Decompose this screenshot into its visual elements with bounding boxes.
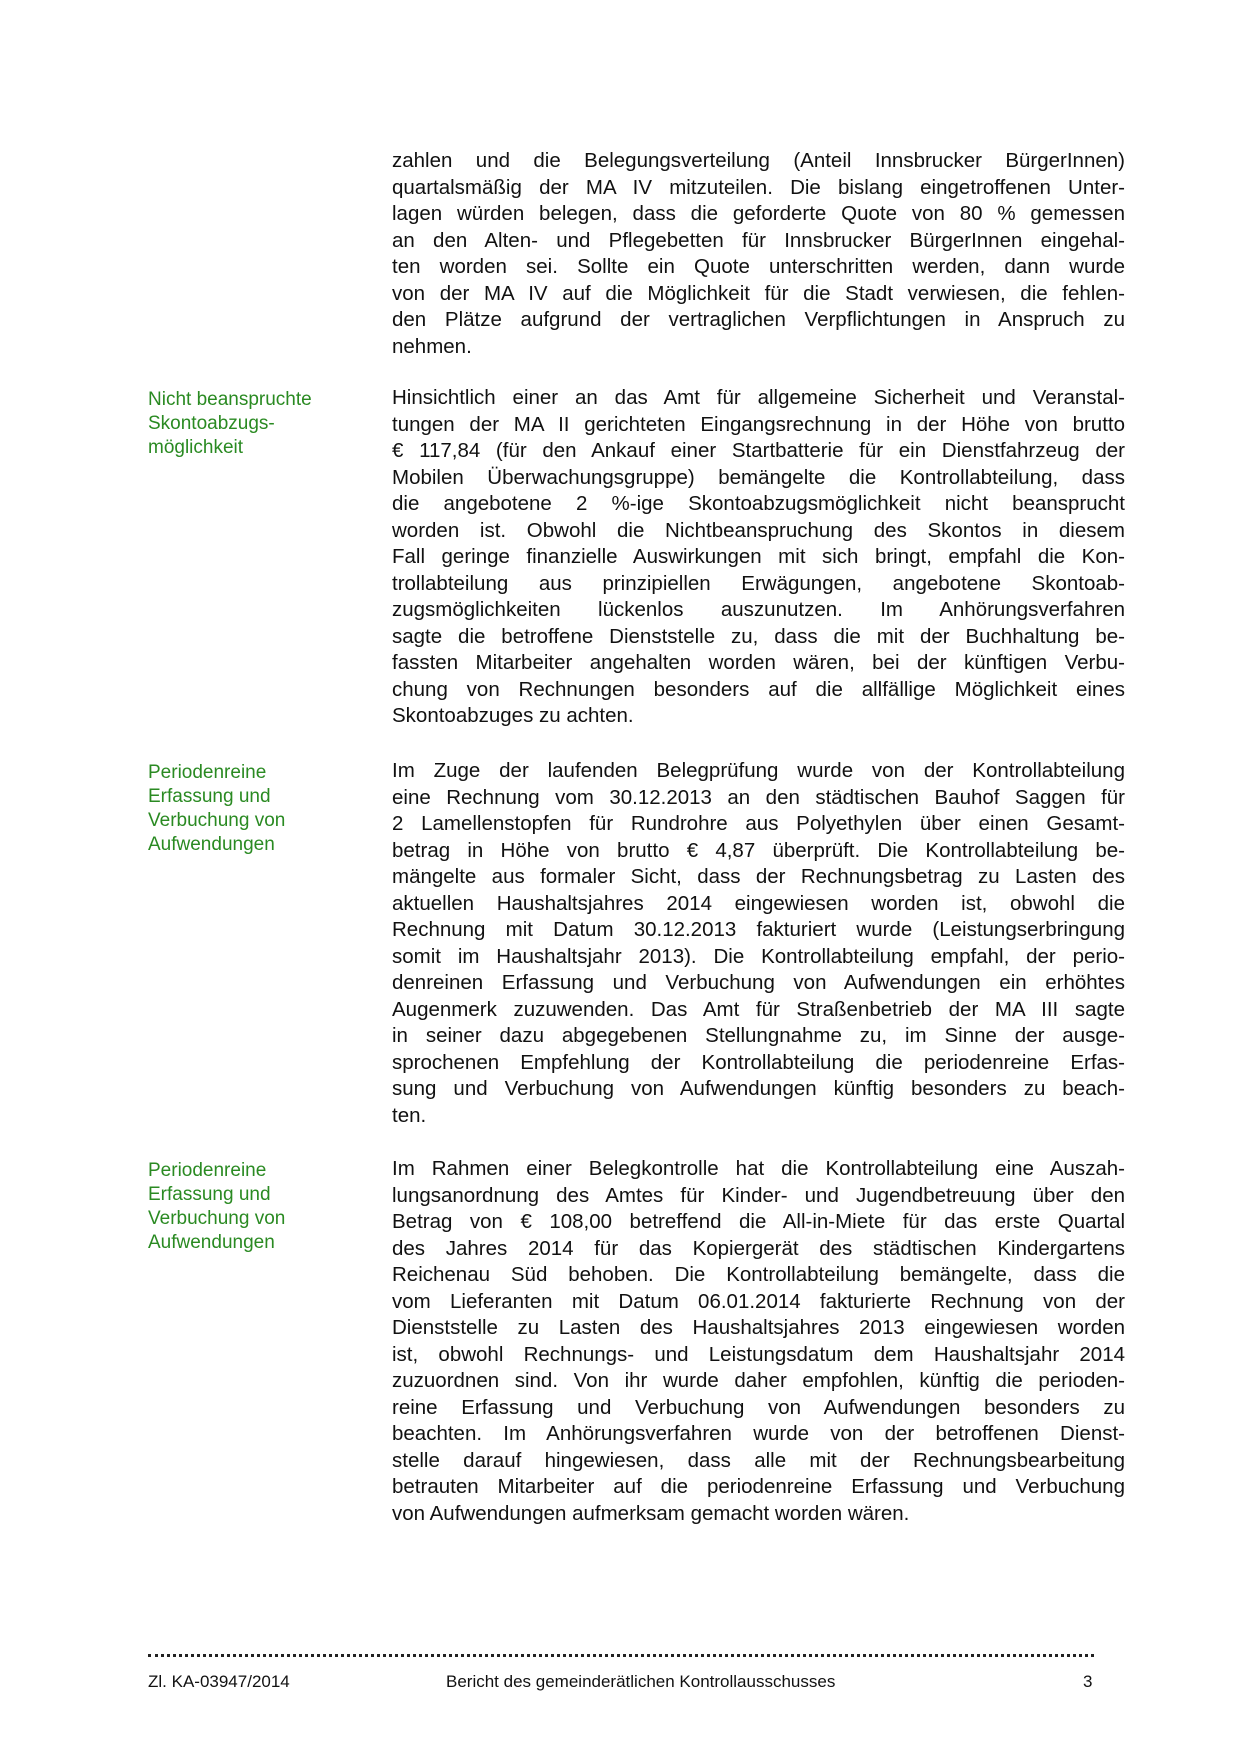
paragraph-line: denreinen Erfassung und Verbuchung von Aufwendungen ein erhöhtes bbox=[392, 971, 1125, 994]
paragraph-line: des Jahres 2014 für das Kopiergerät des städtischen Kindergartens bbox=[392, 1236, 1125, 1260]
margin-label-line: Verbuchung von bbox=[148, 810, 286, 831]
footer-reference: Zl. KA-03947/2014 bbox=[148, 1672, 290, 1691]
paragraph-line: Fall geringe finanzielle Auswirkungen mit sich bringt, empfahl die Kon- bbox=[392, 545, 1125, 568]
margin-label-line: Periodenreine bbox=[148, 762, 267, 783]
paragraph-line: somit im Haushaltsjahr 2013). Die Kontrollabteilung empfahl, der perio- bbox=[392, 944, 1125, 968]
paragraph-line: die angebotene 2 %-ige Skontoabzugsmöglichkeit nicht beansprucht bbox=[392, 492, 1125, 515]
paragraph-line: fassten Mitarbeiter angehalten worden wären, bei der künftigen Verbu- bbox=[392, 651, 1125, 674]
paragraph-line: Hinsichtlich einer an das Amt für allgemeine Sicherheit und Veranstal- bbox=[392, 386, 1125, 409]
paragraph-line: aktuellen Haushaltsjahres 2014 eingewiesen worden ist, obwohl die bbox=[392, 891, 1125, 915]
paragraph-line: nehmen. bbox=[392, 334, 472, 358]
paragraph-line: an den Alten- und Pflegebetten für Innsbrucker BürgerInnen eingehal- bbox=[392, 228, 1125, 252]
margin-label-line: Periodenreine bbox=[148, 1160, 267, 1181]
margin-label-line: Erfassung und bbox=[148, 786, 271, 807]
paragraph-line: Im Rahmen einer Belegkontrolle hat die Kontrollabteilung eine Auszah- bbox=[392, 1157, 1125, 1180]
margin-label-line: Aufwendungen bbox=[148, 1232, 275, 1253]
paragraph-line: ten worden sei. Sollte ein Quote unterschritten werden, dann wurde bbox=[392, 255, 1125, 278]
paragraph bbox=[392, 385, 1125, 730]
paragraph-line: Dienststelle zu Lasten des Haushaltsjahres 2013 eingewiesen worden bbox=[392, 1316, 1125, 1339]
paragraph-line: sagte die betroffene Dienststelle zu, dass die mit der Buchhaltung be- bbox=[392, 624, 1125, 648]
paragraph-line: worden ist. Obwohl die Nichtbeanspruchung des Skontos in diesem bbox=[392, 518, 1125, 542]
paragraph-line: sung und Verbuchung von Aufwendungen künftig besonders zu beach- bbox=[392, 1077, 1125, 1100]
paragraph bbox=[392, 148, 1125, 360]
margin-label-line: Erfassung und bbox=[148, 1184, 271, 1205]
margin-label-line: Nicht beanspruchte bbox=[148, 389, 312, 410]
paragraph-line: mängelte aus formaler Sicht, dass der Rechnungsbetrag zu Lasten des bbox=[392, 865, 1125, 888]
paragraph-line: chung von Rechnungen besonders auf die allfällige Möglichkeit eines bbox=[392, 677, 1125, 701]
paragraph-line: zuzuordnen sind. Von ihr wurde daher empfohlen, künftig die perioden- bbox=[392, 1369, 1125, 1392]
paragraph-line: eine Rechnung vom 30.12.2013 an den städtischen Bauhof Saggen für bbox=[392, 785, 1125, 809]
paragraph-line: trollabteilung aus prinzipiellen Erwägungen, angebotene Skontoab- bbox=[392, 571, 1125, 595]
margin-label-line: Aufwendungen bbox=[148, 834, 275, 855]
paragraph-line: Reichenau Süd behoben. Die Kontrollabteilung bemängelte, dass die bbox=[392, 1263, 1125, 1286]
paragraph-line: ist, obwohl Rechnungs- und Leistungsdatum dem Haushaltsjahr 2014 bbox=[392, 1342, 1125, 1366]
paragraph-line: betrauten Mitarbeiter auf die periodenreine Erfassung und Verbuchung bbox=[392, 1475, 1125, 1498]
paragraph-line: zugsmöglichkeiten lückenlos auszunutzen. Im Anhörungsverfahren bbox=[392, 598, 1125, 621]
paragraph-line: Rechnung mit Datum 30.12.2013 fakturiert wurde (Leistungserbringung bbox=[392, 918, 1125, 941]
paragraph-line: Augenmerk zuzuwenden. Das Amt für Straßenbetrieb der MA III sagte bbox=[392, 997, 1125, 1021]
paragraph-line: betrag in Höhe von brutto € 4,87 überprüft. Die Kontrollabteilung be- bbox=[392, 838, 1125, 862]
margin-label bbox=[148, 1159, 378, 1255]
paragraph-line: Mobilen Überwachungsgruppe) bemängelte die Kontrollabteilung, dass bbox=[392, 465, 1125, 489]
paragraph-line: tungen der MA II gerichteten Eingangsrechnung in der Höhe von brutto bbox=[392, 412, 1125, 436]
paragraph-line: € 117,84 (für den Ankauf einer Startbatterie für ein Dienstfahrzeug der bbox=[392, 439, 1125, 462]
margin-label-line: Skontoabzugs- bbox=[148, 413, 275, 434]
footer-title: Bericht des gemeinderätlichen Kontrollausschusses bbox=[446, 1672, 836, 1691]
margin-label bbox=[148, 761, 378, 857]
paragraph-line: sprochenen Empfehlung der Kontrollabteilung die periodenreine Erfas- bbox=[392, 1050, 1125, 1074]
paragraph bbox=[392, 758, 1125, 1129]
paragraph-line: Skontoabzuges zu achten. bbox=[392, 704, 634, 727]
paragraph bbox=[392, 1156, 1125, 1527]
paragraph-line: ten. bbox=[392, 1103, 427, 1127]
margin-label bbox=[148, 388, 378, 460]
paragraph-line: vom Lieferanten mit Datum 06.01.2014 fakturierte Rechnung von der bbox=[392, 1289, 1125, 1313]
paragraph-line: von Aufwendungen aufmerksam gemacht worden wären. bbox=[392, 1501, 910, 1525]
paragraph-line: quartalsmäßig der MA IV mitzuteilen. Die bislang eingetroffenen Unter- bbox=[392, 175, 1125, 199]
footer-divider bbox=[148, 1650, 1094, 1657]
page-number: 3 bbox=[1083, 1672, 1093, 1691]
paragraph-line: Betrag von € 108,00 betreffend die All-in-Miete für das erste Quartal bbox=[392, 1210, 1125, 1233]
paragraph-line: in seiner dazu abgegebenen Stellungnahme zu, im Sinne der ausge- bbox=[392, 1024, 1125, 1047]
paragraph-line: reine Erfassung und Verbuchung von Aufwendungen besonders zu bbox=[392, 1395, 1125, 1419]
margin-label-line: Verbuchung von bbox=[148, 1208, 286, 1229]
paragraph-line: Im Zuge der laufenden Belegprüfung wurde von der Kontrollabteilung bbox=[392, 759, 1125, 782]
paragraph-line: den Plätze aufgrund der vertraglichen Verpflichtungen in Anspruch zu bbox=[392, 308, 1125, 331]
paragraph-line: lungsanordnung des Amtes für Kinder- und Jugendbetreuung über den bbox=[392, 1183, 1125, 1207]
paragraph-line: von der MA IV auf die Möglichkeit für die Stadt verwiesen, die fehlen- bbox=[392, 281, 1125, 305]
paragraph-line: 2 Lamellenstopfen für Rundrohre aus Polyethylen über einen Gesamt- bbox=[392, 812, 1125, 835]
paragraph-line: stelle darauf hingewiesen, dass alle mit der Rechnungsbearbeitung bbox=[392, 1448, 1125, 1472]
paragraph-line: beachten. Im Anhörungsverfahren wurde von der betroffenen Dienst- bbox=[392, 1422, 1125, 1445]
margin-label-line: möglichkeit bbox=[148, 437, 244, 458]
paragraph-line: lagen würden belegen, dass die geforderte Quote von 80 % gemessen bbox=[392, 202, 1125, 225]
paragraph-line: zahlen und die Belegungsverteilung (Anteil Innsbrucker BürgerInnen) bbox=[392, 149, 1125, 172]
